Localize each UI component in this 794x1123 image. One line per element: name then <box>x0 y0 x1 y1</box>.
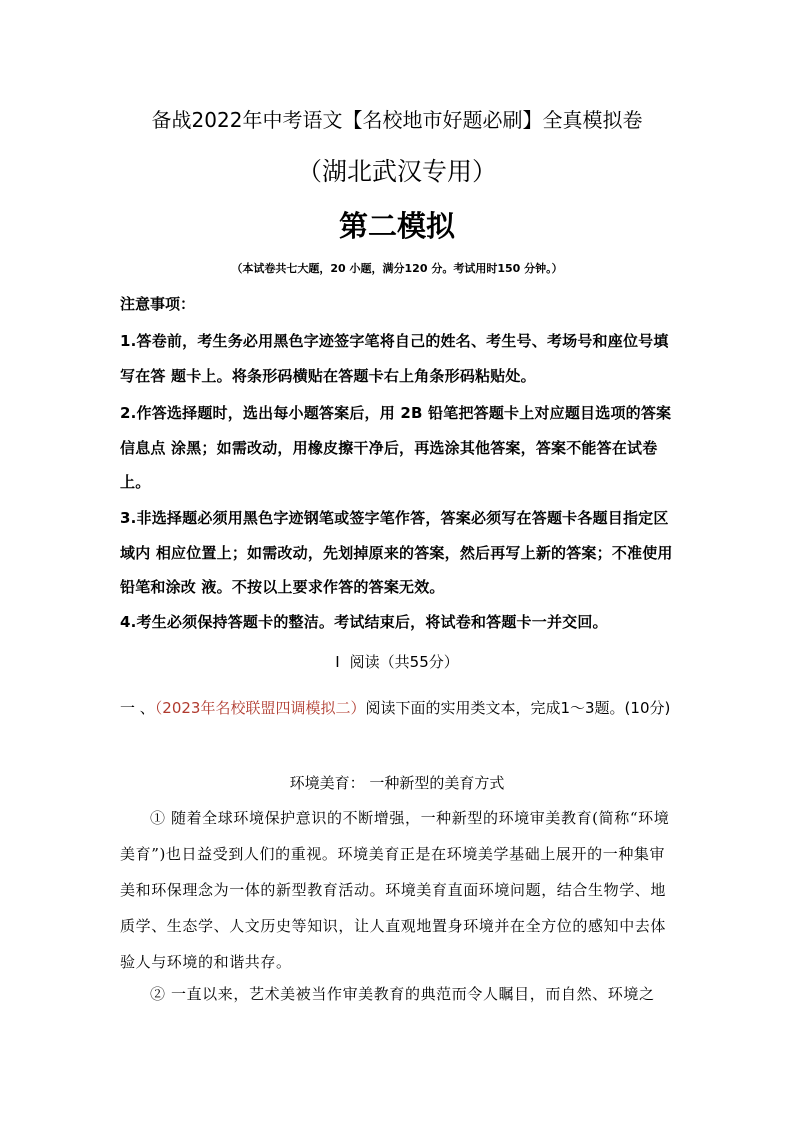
section-numeral: I <box>335 653 340 671</box>
exam-region-subtitle: （湖北武汉专用） <box>296 157 497 186</box>
exam-info-note: （本试卷共七大题，20 小题，满分120 分。考试用时150 分钟。） <box>231 262 563 275</box>
article-title: 环境美育： 一种新型的美育方式 <box>289 774 505 792</box>
notice-item-4: 4.考生必须保持答题卡的整洁。考试结束后，将试卷和答题卡一并交回。 <box>120 613 608 631</box>
article-paragraph-2: ② 一直以来，艺术美被当作审美教育的典范而令人瞩目，而自然、环境之 <box>150 985 655 1003</box>
question-number: 一 、 <box>120 699 155 717</box>
section-heading <box>0 651 794 672</box>
notice-heading: 注意事项： <box>120 295 196 313</box>
notice-item-3: 3.非选择题必须用黑色字迹钢笔或签字笔作答，答案必须写在答题卡各题目指定区域内 相应位置上；如需改动，先划掉原来的答案，然后再写上新的答案；不准使用铅笔和涂改 液。不按以上要求作答的答案无效。 <box>120 509 673 596</box>
question-source: （2023年名校联盟四调模拟二） <box>154 699 366 717</box>
question-intro <box>120 690 680 726</box>
notice-item-1: 1.答卷前，考生务必用黑色字迹签字笔将自己的姓名、考生号、考场号和座位号填写在答 题卡上。将条形码横贴在答题卡右上角条形码粘贴处。 <box>120 332 669 385</box>
question-instruction: 阅读下面的实用类文本，完成1～3题。(10分) <box>365 699 671 717</box>
exam-simulation-title: 第二模拟 <box>338 209 455 243</box>
notice-item-2: 2.作答选择题时，选出每小题答案后，用 2B 铅笔把答题卡上对应题目选项的答案信息点 涂黑；如需改动，用橡皮擦干净后，再选涂其他答案，答案不能答在试卷上。 <box>120 404 672 491</box>
exam-series-title: 备战2022年中考语文【名校地市好题必刷】全真模拟卷 <box>151 108 643 132</box>
article-paragraph-1: ① 随着全球环境保护意识的不断增强，一种新型的环境审美教育(简称“环境美育”)也日益受到人们的重视。环境美育正是在环境美学基础上展开的一种集审美和环保理念为一体的新型教育活动。环境美育直面环境问题，结合生物学、地质学、生态学、人文历史等知识，让人直观地置身环境并在全方位的感知中去体验人与环境的和谐共存。 <box>120 809 670 971</box>
section-title: 阅读（共55分） <box>349 653 459 671</box>
